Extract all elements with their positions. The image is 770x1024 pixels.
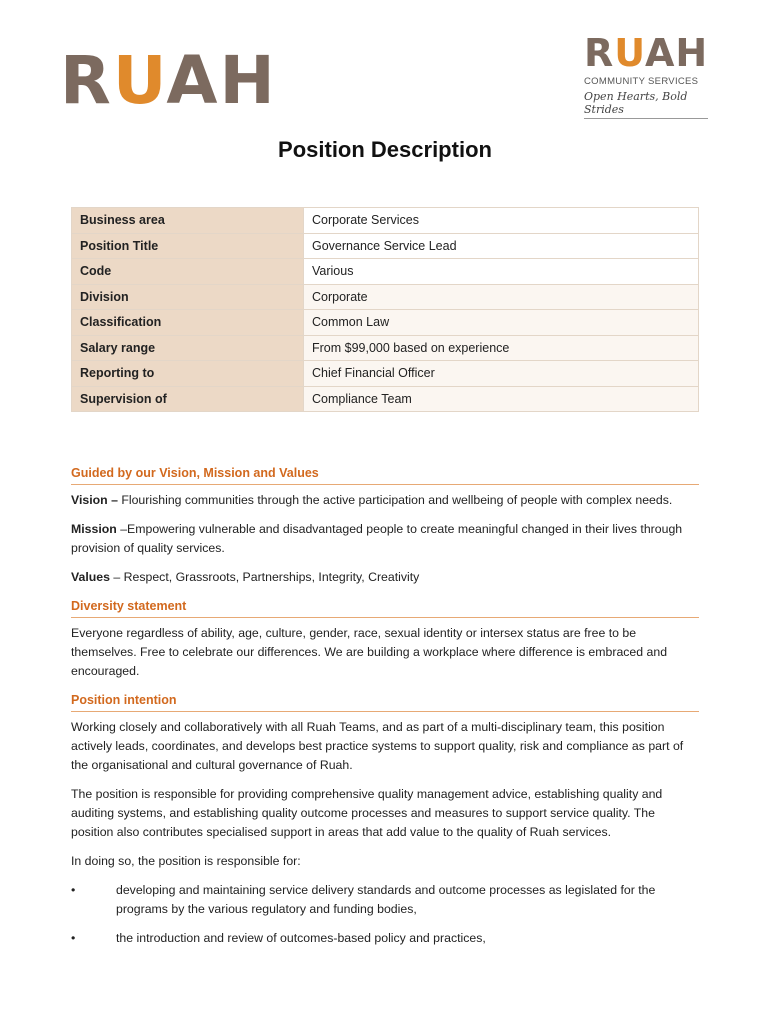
info-label: Reporting to xyxy=(72,361,304,387)
values-text: – Respect, Grassroots, Partnerships, Integrity, Creativity xyxy=(109,570,420,584)
info-value: Chief Financial Officer xyxy=(304,361,699,387)
info-value: Corporate Services xyxy=(304,208,699,234)
vision-label: Vision – xyxy=(71,493,118,507)
info-label: Salary range xyxy=(72,335,304,361)
info-value: Compliance Team xyxy=(304,386,699,412)
page-title: Position Description xyxy=(278,137,492,162)
info-label: Business area xyxy=(72,208,304,234)
info-label: Position Title xyxy=(72,233,304,259)
section-heading-intention: Position intention xyxy=(71,691,699,712)
intention-paragraph-3: In doing so, the position is responsible for: xyxy=(71,854,301,868)
intention-paragraph-2: The position is responsible for providing comprehensive quality management advice, establishing quality and auditing systems, and establishing quality outcome processes and measures to support service quality. The position also contributes specialised support in areas that add value to the quality of Ruah services. xyxy=(71,787,663,839)
section-heading-vision: Guided by our Vision, Mission and Values xyxy=(71,464,699,485)
mission-label: Mission xyxy=(71,522,117,536)
mission-text: –Empowering vulnerable and disadvantaged people to create meaningful changed in their lives through provision of quality services. xyxy=(71,522,683,555)
section-heading-diversity: Diversity statement xyxy=(71,597,699,618)
info-row xyxy=(72,208,699,234)
vision-text: Flourishing communities through the active participation and wellbeing of people with complex needs. xyxy=(117,493,673,507)
logo-wordmark xyxy=(584,31,709,75)
list-item-text: the introduction and review of outcomes-based policy and practices, xyxy=(116,931,486,945)
info-value: From $99,000 based on experience xyxy=(304,335,699,361)
bullet-icon: • xyxy=(71,931,76,945)
info-value: Governance Service Lead xyxy=(304,233,699,259)
vision-paragraph xyxy=(71,491,699,510)
position-info-table xyxy=(71,207,699,412)
logo-tagline: Open Hearts, Bold Strides xyxy=(584,90,708,119)
ruah-logo-left xyxy=(60,42,277,119)
info-row xyxy=(72,284,699,310)
bullet-icon: • xyxy=(71,883,76,897)
list-item-text: developing and maintaining service delivery standards and outcome processes as legislated for the programs by the various regulatory and funding bodies, xyxy=(116,883,656,916)
info-row xyxy=(72,335,699,361)
info-value: Common Law xyxy=(304,310,699,336)
values-paragraph xyxy=(71,568,699,587)
intention-paragraph-1: Working closely and collaboratively with all Ruah Teams, and as part of a multi-disciplinary team, this position actively leads, coordinates, and develops best practice systems to support quality, risk and compliance as part of the organisational and cultural governance of Ruah. xyxy=(71,720,684,772)
info-label: Classification xyxy=(72,310,304,336)
info-value: Various xyxy=(304,259,699,285)
info-label: Division xyxy=(72,284,304,310)
info-value: Corporate xyxy=(304,284,699,310)
info-row xyxy=(72,233,699,259)
logo-letter: AH xyxy=(644,31,709,75)
info-label: Supervision of xyxy=(72,386,304,412)
info-row xyxy=(72,386,699,412)
list-item xyxy=(71,881,699,919)
info-row xyxy=(72,361,699,387)
document-body xyxy=(71,464,699,958)
values-label: Values xyxy=(71,570,110,584)
ruah-community-services-logo xyxy=(584,31,709,119)
diversity-paragraph: Everyone regardless of ability, age, culture, gender, race, sexual identity or intersex status are free to be themselves. Free to celebrate our differences. We are building a workplace where difference is embraced and encouraged. xyxy=(71,626,668,678)
logo-letter: R xyxy=(584,31,615,75)
logo-subtitle: COMMUNITY SERVICES xyxy=(584,76,699,87)
logo-letter: U xyxy=(614,31,645,75)
info-row xyxy=(72,310,699,336)
info-row xyxy=(72,259,699,285)
info-label: Code xyxy=(72,259,304,285)
logo-letter: AH xyxy=(166,42,277,119)
logo-letter: U xyxy=(112,42,167,119)
responsibility-list xyxy=(71,881,699,948)
mission-paragraph xyxy=(71,520,699,558)
logo-letter: R xyxy=(60,42,113,119)
list-item xyxy=(71,929,699,948)
